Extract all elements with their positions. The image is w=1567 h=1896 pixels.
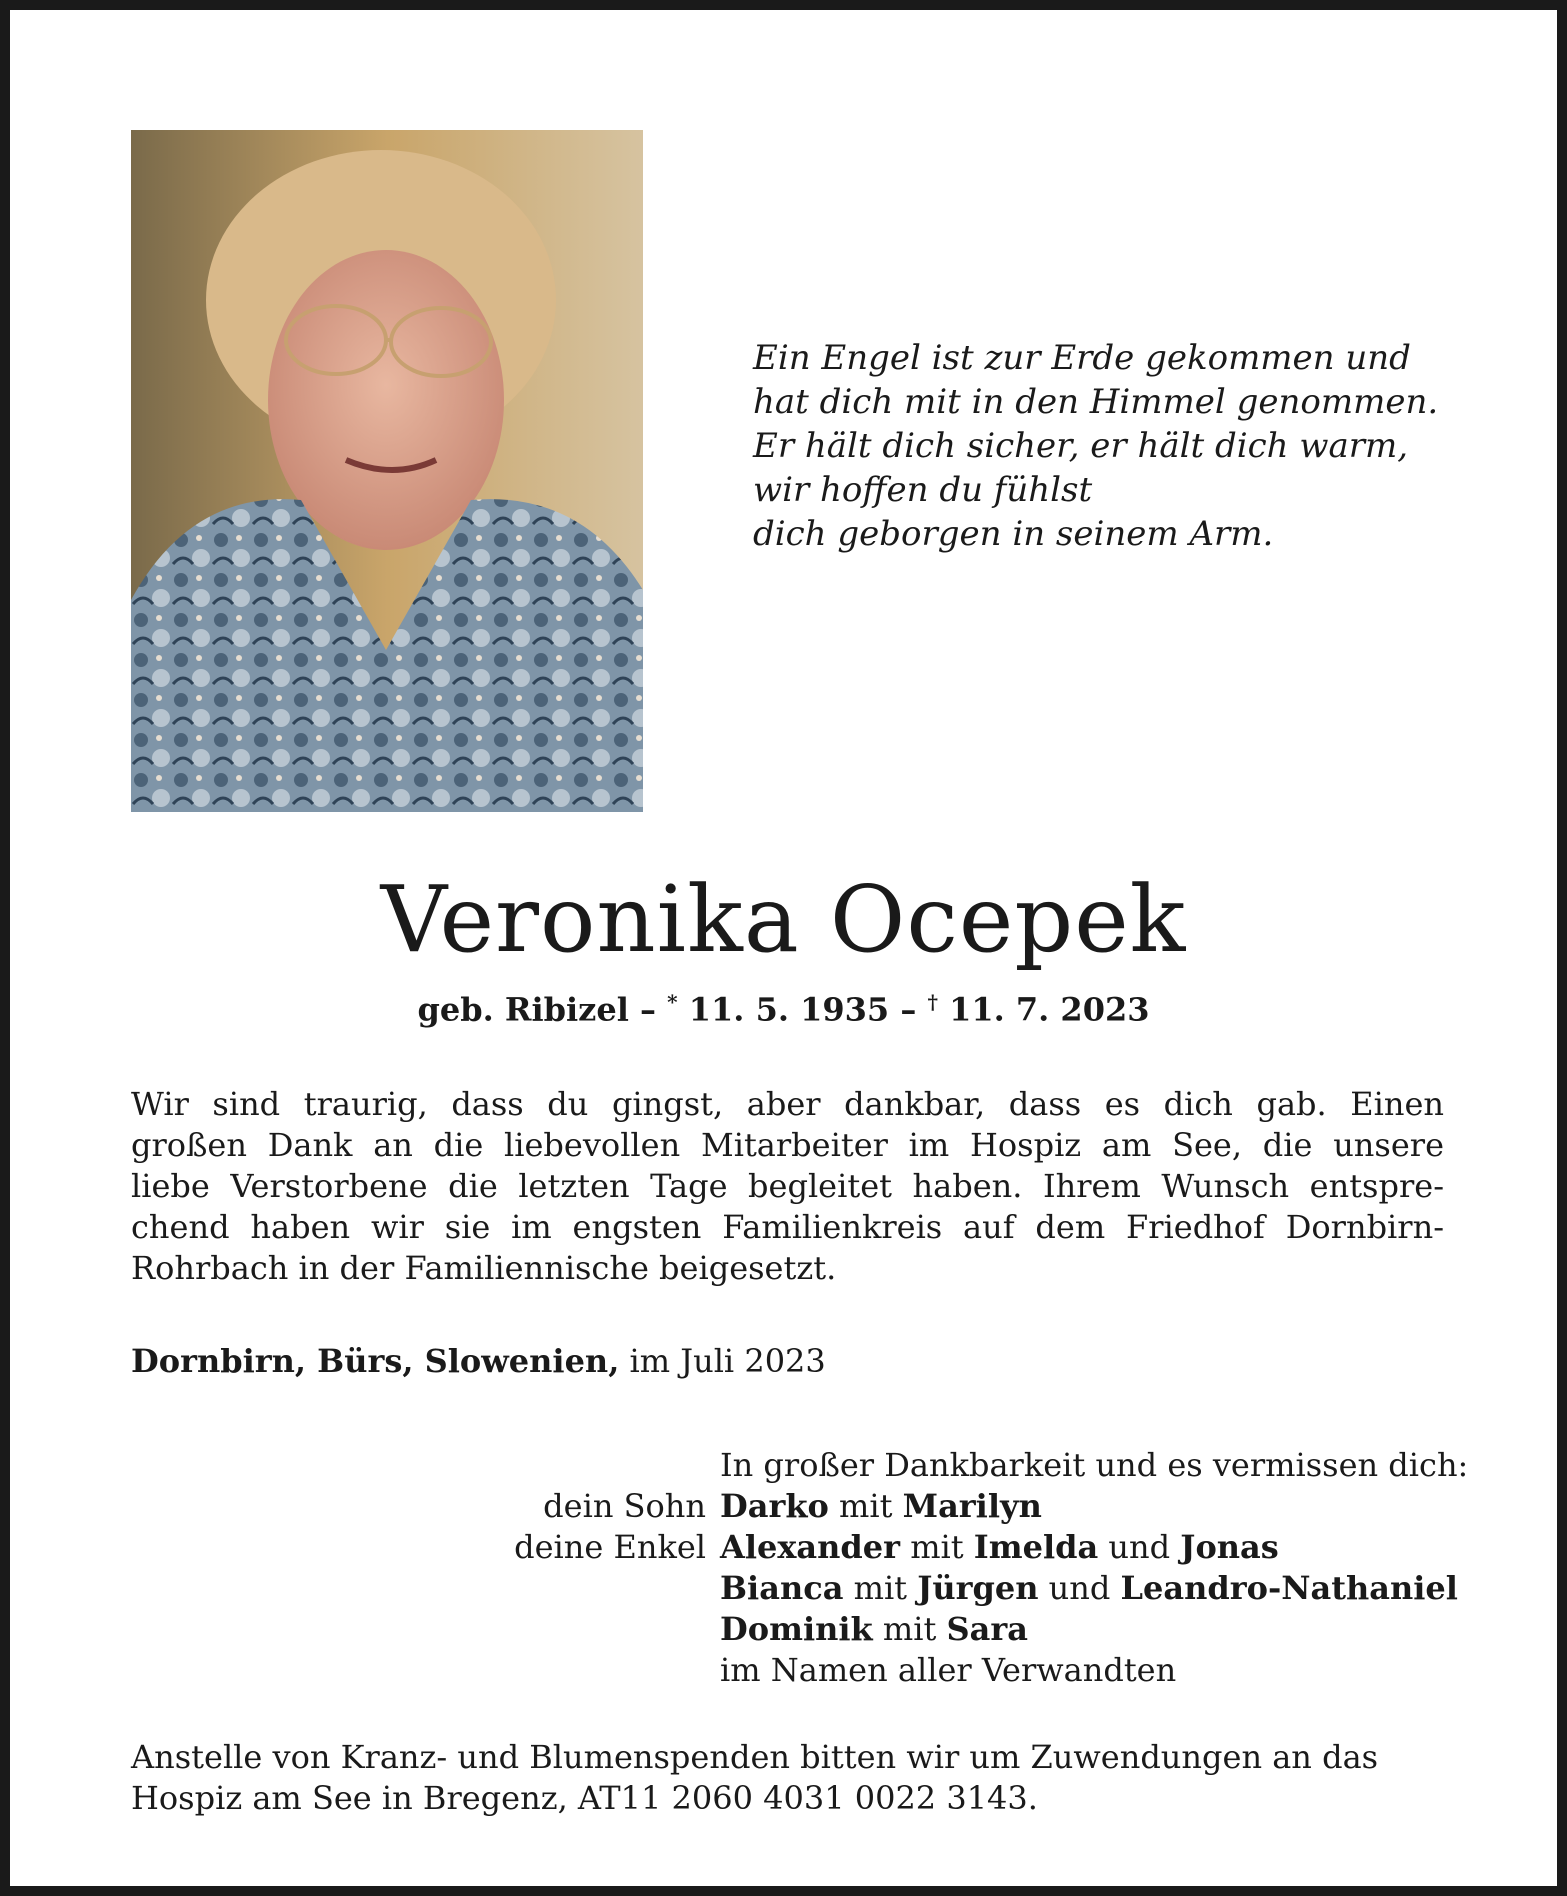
message-line: großen Dank an die liebevollen Mitarbeiter im Hospiz am See, die unsere [131, 1126, 1444, 1164]
life-dates [10, 990, 1557, 1029]
mourner-row-son [10, 1486, 1557, 1527]
message-line: chend haben wir sie im engsten Familienkreis auf dem Friedhof Dornbirn- [131, 1208, 1444, 1246]
mourner-name: Bianca [720, 1569, 844, 1607]
relation-label: deine Enkel [514, 1528, 706, 1566]
message-line: Rohrbach in der Familiennische beigesetzt. [131, 1249, 837, 1287]
message-text [131, 1084, 1444, 1289]
poem-line: hat dich mit in den Himmel genommen. [753, 382, 1439, 422]
mourner-name: Darko [720, 1487, 829, 1525]
poem-line: dich geborgen in seinem Arm. [753, 514, 1274, 554]
death-date: 11. 7. 2023 [937, 990, 1150, 1029]
place-month: im Juli 2023 [619, 1342, 826, 1380]
relation-label: dein Sohn [543, 1487, 706, 1525]
birth-symbol: * [667, 990, 678, 1014]
poem-line: Er hält dich sicher, er hält dich warm, [753, 426, 1409, 466]
mourner-row-grandchild [10, 1527, 1557, 1568]
poem-line: wir hoffen du fühlst [753, 470, 1093, 510]
place-locations: Dornbirn, Bürs, Slowenien, [131, 1342, 620, 1380]
connector-text: mit [900, 1528, 974, 1566]
mourners-closing: im Namen aller Verwandten [720, 1651, 1177, 1689]
mourner-name: Leandro-Nathaniel [1120, 1569, 1458, 1607]
message-line: Wir sind traurig, dass du gingst, aber dankbar, dass es dich gab. Einen [131, 1085, 1444, 1123]
connector-text: mit [828, 1487, 903, 1525]
connector-text: mit [872, 1610, 947, 1648]
mourner-name: Alexander [720, 1528, 901, 1566]
mourner-row-grandchild [10, 1568, 1557, 1609]
maiden-name: geb. Ribizel – [417, 990, 668, 1029]
mourner-row-grandchild [10, 1609, 1557, 1650]
death-symbol: † [927, 990, 938, 1014]
mourners-list [10, 1445, 1557, 1691]
poem-line: Ein Engel ist zur Erde gekommen und [753, 338, 1411, 378]
mourner-name: Dominik [720, 1610, 873, 1648]
obituary-page [10, 10, 1557, 1886]
message-line: liebe Verstorbene die letzten Tage begleitet haben. Ihrem Wunsch entspre- [131, 1167, 1444, 1205]
poem [753, 336, 1438, 556]
mourner-name: Jürgen [917, 1569, 1039, 1607]
donation-line: Hospiz am See in Bregenz, AT11 2060 4031 0022 3143. [131, 1779, 1038, 1817]
connector-text: mit [843, 1569, 918, 1607]
deceased-name: Veronika Ocepek [380, 866, 1187, 973]
connector-text: und [1098, 1528, 1181, 1566]
mourner-name: Imelda [973, 1528, 1099, 1566]
mourners-intro-row [10, 1445, 1557, 1486]
portrait-photo [131, 130, 643, 812]
place-date [131, 1342, 826, 1380]
mourners-intro: In großer Dankbarkeit und es vermissen dich: [720, 1446, 1469, 1484]
birth-date: 11. 5. 1935 – [677, 990, 928, 1029]
mourner-name: Jonas [1180, 1528, 1279, 1566]
portrait-image [131, 130, 643, 812]
donation-line: Anstelle von Kranz- und Blumenspenden bitten wir um Zuwendungen an das [131, 1738, 1379, 1776]
donation-note [131, 1737, 1378, 1819]
mourners-closing-row [10, 1650, 1557, 1691]
connector-text: und [1038, 1569, 1121, 1607]
mourner-name: Marilyn [902, 1487, 1042, 1525]
mourner-name: Sara [946, 1610, 1028, 1648]
